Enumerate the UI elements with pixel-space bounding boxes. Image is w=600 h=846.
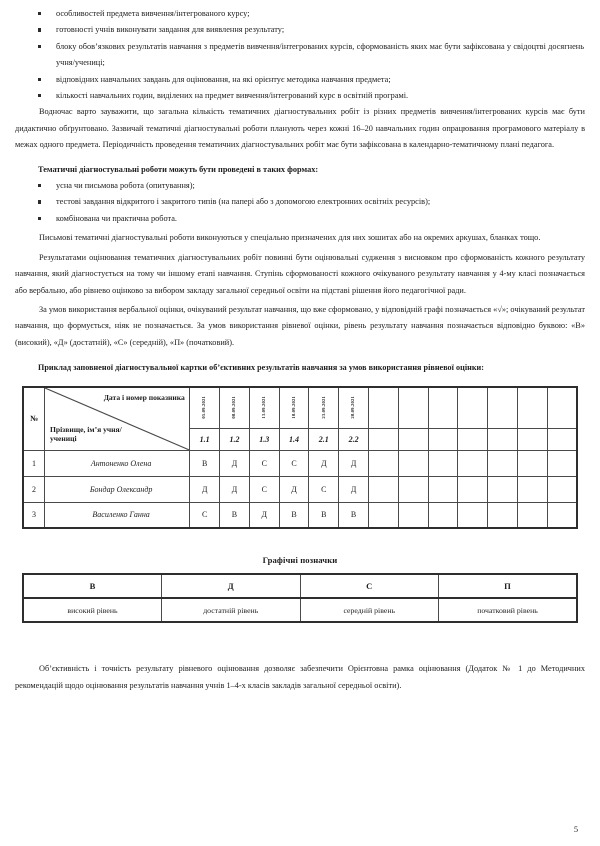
row-mark-empty (458, 476, 488, 502)
header-index-cell-empty (517, 428, 547, 450)
row-mark-empty (458, 450, 488, 476)
criteria-bullet-list (14, 6, 586, 104)
header-date-index-label: Дата і номер показника (103, 392, 185, 402)
row-mark: С (190, 502, 220, 528)
row-mark-empty (547, 476, 577, 502)
header-index-cell: 1.2 (220, 428, 250, 450)
header-date-cell-empty (458, 387, 488, 429)
row-mark-empty (398, 502, 428, 528)
row-mark: Д (309, 450, 339, 476)
header-date-cell-empty (398, 387, 428, 429)
row-mark-empty (428, 450, 458, 476)
header-index-cell: 1.4 (279, 428, 309, 450)
row-mark-empty (368, 450, 398, 476)
date-text: 05.09.2021 (201, 396, 207, 420)
row-mark-empty (517, 450, 547, 476)
bullet-square-icon (38, 200, 41, 203)
bullet-square-icon (38, 217, 41, 220)
row-mark: В (279, 502, 309, 528)
list-item (14, 88, 586, 104)
legend-letter: С (300, 574, 439, 598)
row-mark-empty (547, 450, 577, 476)
header-diagonal-cell (44, 387, 189, 451)
legend-letter: В (23, 574, 162, 598)
row-mark-empty (488, 450, 518, 476)
row-mark: С (249, 476, 279, 502)
row-mark: С (309, 476, 339, 502)
row-mark-empty (488, 476, 518, 502)
row-mark-empty (428, 502, 458, 528)
date-text: 23.09.2021 (320, 396, 326, 420)
row-mark-empty (398, 450, 428, 476)
list-item-text: готовності учнів виконувати завдання для виявлення результату; (56, 25, 285, 35)
row-mark: С (279, 450, 309, 476)
row-mark-empty (428, 476, 458, 502)
list-item-text: усна чи письмова робота (опитування); (56, 181, 195, 191)
legend-meanings-row (23, 598, 577, 622)
row-mark-empty (398, 476, 428, 502)
row-mark: Д (220, 476, 250, 502)
row-mark-empty (488, 502, 518, 528)
table-row (23, 476, 577, 502)
row-mark-empty (368, 476, 398, 502)
forms-bullet-list (14, 178, 586, 227)
row-mark: С (249, 450, 279, 476)
header-date-cell (309, 387, 339, 429)
bullet-square-icon (38, 45, 41, 48)
row-student-name: Бондар Олександр (44, 476, 189, 502)
row-mark: Д (249, 502, 279, 528)
list-item-text: кількості навчальних годин, виділених на предмет вивчення/інтегрований курс в освітній програмі. (56, 91, 409, 101)
list-item (14, 194, 586, 210)
legend-letters-row (23, 574, 577, 598)
header-index-cell: 1.1 (190, 428, 220, 450)
legend-meaning: високий рівень (23, 598, 162, 622)
row-mark-empty (547, 502, 577, 528)
header-index-cell-empty (488, 428, 518, 450)
legend-letter: П (439, 574, 578, 598)
row-mark-empty (458, 502, 488, 528)
row-mark: Д (339, 450, 369, 476)
row-mark: В (190, 450, 220, 476)
header-number-cell: № (23, 387, 44, 451)
list-item-text: комбінована чи практична робота. (56, 213, 178, 223)
header-date-cell (190, 387, 220, 429)
row-mark: Д (190, 476, 220, 502)
bullet-square-icon (38, 28, 41, 31)
paragraph-written-works: Письмові тематичні діагностувальні роботи виконуються у спеціально призначених для них зошитах або на окремих аркушах, бланках тощо. (39, 233, 541, 243)
header-index-cell-empty (458, 428, 488, 450)
header-date-cell (249, 387, 279, 429)
forms-lead-line: Тематичні діагностувальні роботи можуть бути проведені в таких формах: (38, 164, 319, 174)
paragraph-objectivity: Об’єктивність і точність результату рівневого оцінювання дозволяє забезпечити Орієнтовна рамка оцінювання (Додаток № 1 до Методичних рекомендацій щодо оцінювання результатів навчання учнів 1–4-х класів закладів загальної середньої освіти). (15, 664, 585, 690)
header-index-cell: 1.3 (249, 428, 279, 450)
paragraph-assessment-results: Результатами оцінювання тематичних діагностувальних робіт повинні бути оцінювальні судження з висновком про сформованість кожного результату навчання, який діагностується на тому чи іншому етапі навчання. Ступінь сформованості кожного очікуваного результату навчання у 4-му класі позначається або вербально, або рівнево оцінково за вибором закладу загальної середньої освіти на підставі рішення його педагогічної ради. (15, 252, 585, 295)
header-date-cell-empty (517, 387, 547, 429)
row-mark: Д (339, 476, 369, 502)
table-row (23, 502, 577, 528)
row-mark: Д (279, 476, 309, 502)
header-date-cell (220, 387, 250, 429)
bullet-square-icon (38, 12, 41, 15)
bullet-square-icon (38, 94, 41, 97)
list-item-text: блоку обов’язкових результатів навчання з предметів вивчення/інтегрованих курсів, сформованість яких має бути зафіксована у свідоцтві досягнень учня/учениці; (56, 41, 584, 68)
list-item (14, 211, 586, 227)
legend-meaning: достатній рівень (162, 598, 301, 622)
paragraph-frequency: Водночас варто зауважити, що загальна кількість тематичних діагностувальних робіт із різних предметів вивчення/інтегрованих курсів має бути дидактично обґрунтовано. Зазвичай тематичні діагностувальні роботи планують через кожні 16–20 навчальних годин опрацювання програмового матеріалу в межах одного предмета. Періодичність проведення тематичних діагностувальних робіт має бути зафіксована в календарно-тематичному плані педагога. (15, 107, 585, 150)
row-mark: Д (220, 450, 250, 476)
header-index-cell: 2.1 (309, 428, 339, 450)
header-student-name-label: Прізвище, ім’я учня/учениці (49, 424, 122, 444)
header-index-cell-empty (428, 428, 458, 450)
date-text: 28.09.2021 (350, 396, 356, 420)
row-mark-empty (517, 502, 547, 528)
list-item (14, 6, 586, 22)
header-date-cell-empty (428, 387, 458, 429)
row-mark-empty (517, 476, 547, 502)
legend-table (22, 573, 578, 623)
row-number: 3 (23, 502, 44, 528)
header-index-cell-empty (368, 428, 398, 450)
list-item (14, 178, 586, 194)
legend-meaning: середній рівень (300, 598, 439, 622)
header-index-cell-empty (398, 428, 428, 450)
header-date-cell-empty (547, 387, 577, 429)
list-item-text: тестові завдання відкритого і закритого типів (на папері або з допомогою електронних освітніх ресурсів); (56, 197, 431, 207)
row-mark: В (220, 502, 250, 528)
row-number: 1 (23, 450, 44, 476)
legend-title: Графічні позначки (262, 555, 338, 566)
row-mark: В (309, 502, 339, 528)
header-date-cell-empty (488, 387, 518, 429)
legend-meaning: початковий рівень (439, 598, 578, 622)
diagnostic-card-table (22, 386, 578, 530)
list-item (14, 39, 586, 72)
header-date-cell (279, 387, 309, 429)
list-item (14, 22, 586, 38)
bullet-square-icon (38, 184, 41, 187)
header-index-cell: 2.2 (339, 428, 369, 450)
paragraph-verbal-level-marks: За умов використання вербальної оцінки, очікуваний результат навчання, що вже сформовано, у відповідній графі позначається «√»; очікуваний результат навчання, що формується, ніяк не позначається. За умов використання рівневої оцінки, рівень результату навчання позначається відповідно буквою: «В» (високий), «Д» (достатній), «С» (середній), «П» (початковий). (15, 304, 586, 347)
date-text: 13.09.2021 (260, 396, 266, 420)
date-text: 08.09.2021 (231, 396, 237, 420)
row-student-name: Антоненко Олена (44, 450, 189, 476)
list-item (14, 72, 586, 88)
table-row (23, 450, 577, 476)
date-text: 18.09.2021 (290, 396, 296, 420)
table-header-dates-row (23, 387, 577, 429)
row-mark: В (339, 502, 369, 528)
row-student-name: Василенко Ганна (44, 502, 189, 528)
header-date-cell (339, 387, 369, 429)
header-index-cell-empty (547, 428, 577, 450)
page-number: 5 (573, 825, 578, 834)
legend-letter: Д (162, 574, 301, 598)
list-item-text: відповідних навчальних завдань для оцінювання, на які орієнтує методика навчання предмета; (56, 74, 391, 84)
bullet-square-icon (38, 78, 41, 81)
row-number: 2 (23, 476, 44, 502)
card-example-caption: Приклад заповненої діагностувальної картки об’єктивних результатів навчання за умов використання рівневої оцінки: (38, 363, 485, 373)
row-mark-empty (368, 502, 398, 528)
header-date-cell-empty (368, 387, 398, 429)
list-item-text: особливостей предмета вивчення/інтегрованого курсу; (56, 9, 250, 18)
